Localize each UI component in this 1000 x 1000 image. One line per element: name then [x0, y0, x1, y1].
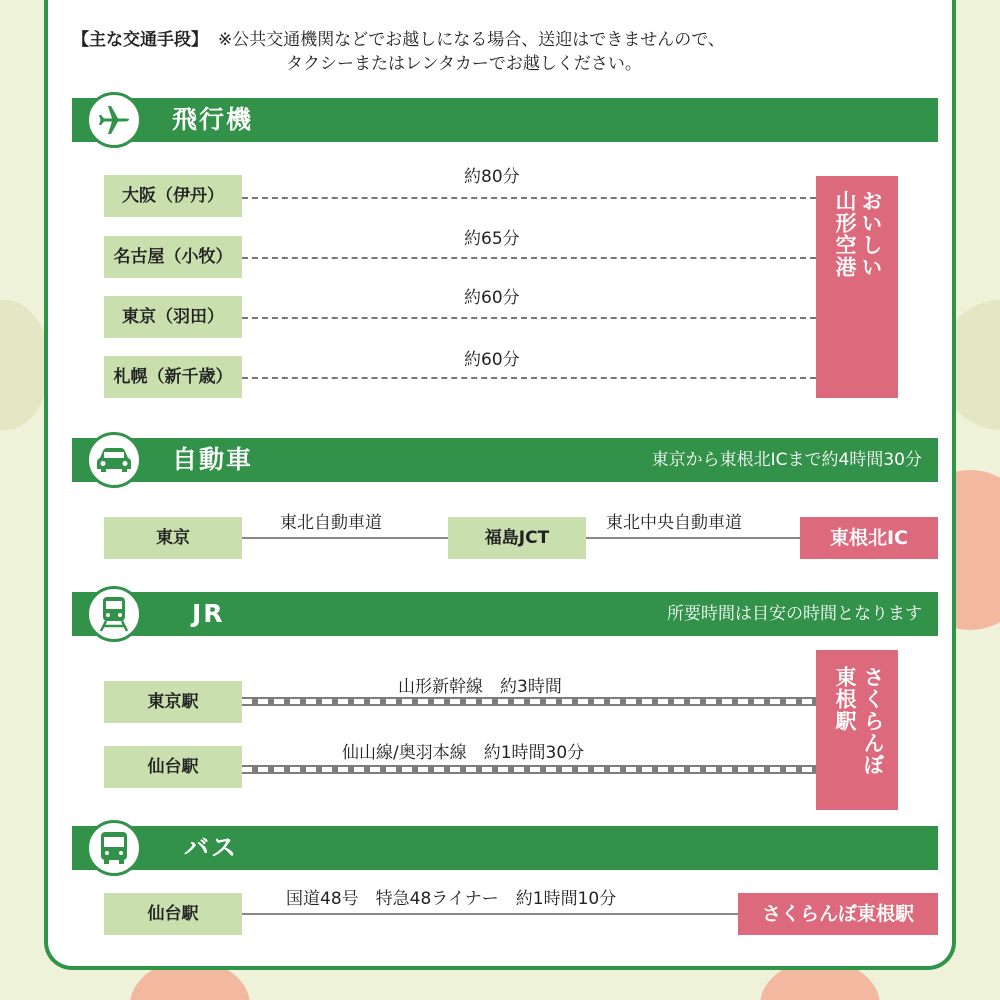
bus-title: バス — [184, 833, 239, 862]
bus-origin: 仙台駅 — [104, 893, 242, 935]
bus-icon — [86, 820, 142, 876]
route-line — [242, 913, 738, 915]
rail-line — [242, 765, 816, 774]
car-via: 福島JCT — [448, 517, 586, 559]
route-line — [242, 377, 816, 379]
jr-origin-sendai: 仙台駅 — [104, 746, 242, 788]
origin-tokyo: 東京（羽田） — [104, 296, 242, 338]
notice — [72, 28, 932, 76]
bus-line: 国道48号 特急48ライナー 約1時間10分 — [286, 889, 617, 909]
time-tokyo: 約60分 — [464, 288, 520, 308]
bus-destination: さくらんぼ東根駅 — [738, 893, 938, 935]
origin-nagoya: 名古屋（小牧） — [104, 236, 242, 278]
access-card — [44, 0, 956, 970]
destination-sakuranbo-higashine-station — [816, 650, 898, 810]
route-line — [242, 257, 816, 259]
car-icon — [86, 432, 142, 488]
cherry-decoration — [0, 300, 50, 430]
notice-heading: 【主な交通手段】 — [72, 30, 208, 50]
car-road2: 東北中央自動車道 — [606, 513, 742, 533]
route-line — [242, 537, 448, 539]
airplane-title: 飛行機 — [172, 105, 254, 134]
jr-line-senzan: 仙山線/奥羽本線 約1時間30分 — [342, 743, 585, 763]
train-icon — [86, 586, 142, 642]
time-osaka: 約80分 — [464, 167, 520, 187]
route-line — [242, 317, 816, 319]
origin-sapporo: 札幌（新千歳） — [104, 356, 242, 398]
route-line — [586, 537, 800, 539]
notice-line1: ※公共交通機関などでお越しになる場合、送迎はできませんので、 — [218, 30, 725, 50]
jr-header — [72, 592, 938, 636]
car-note: 東京から東根北ICまで約4時間30分 — [651, 450, 922, 470]
destination-line2: 山形空港 — [833, 190, 857, 278]
destination-line1: おいしい — [859, 190, 883, 278]
rail-line — [242, 697, 816, 706]
destination-line1: さくらんぼ — [861, 666, 885, 776]
time-nagoya: 約65分 — [464, 229, 520, 249]
car-title: 自動車 — [172, 445, 254, 474]
car-destination: 東根北IC — [800, 517, 938, 559]
jr-note: 所要時間は目安の時間となります — [667, 604, 922, 624]
jr-title: JR — [192, 599, 225, 628]
notice-line2: タクシーまたはレンタカーでお越しください。 — [286, 54, 642, 74]
car-road1: 東北自動車道 — [280, 513, 382, 533]
time-sapporo: 約60分 — [464, 350, 520, 370]
car-origin: 東京 — [104, 517, 242, 559]
destination-line2: 東根駅 — [833, 666, 857, 732]
jr-origin-tokyo: 東京駅 — [104, 681, 242, 723]
car-header — [72, 438, 938, 482]
airplane-icon — [86, 92, 142, 148]
bus-header — [72, 826, 938, 870]
destination-yamagata-airport — [816, 176, 898, 398]
jr-line-shinkansen: 山形新幹線 約3時間 — [398, 677, 562, 697]
route-line — [242, 197, 816, 199]
origin-osaka: 大阪（伊丹） — [104, 175, 242, 217]
airplane-header — [72, 98, 938, 142]
